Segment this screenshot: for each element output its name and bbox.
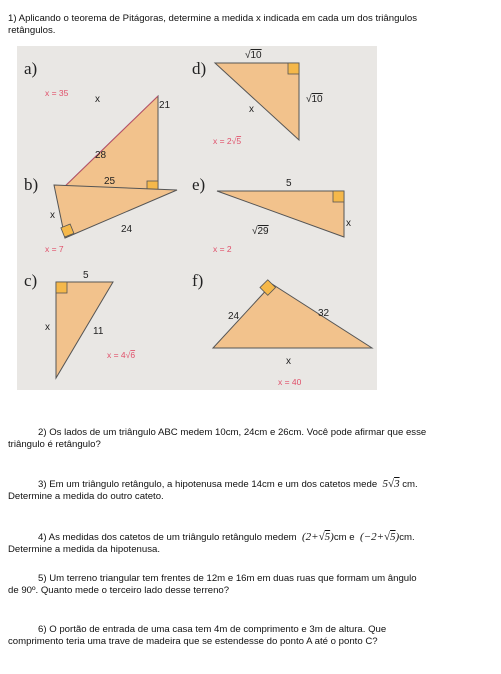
answer-a: x = 35 [45, 88, 69, 98]
question-4-expr2-a: −2+ [363, 531, 384, 543]
right-angle-marker-d [288, 63, 299, 74]
question-1-line-2: retângulos. [8, 25, 56, 36]
question-5-line-1: 5) Um terreno triangular tem frentes de 12m e 16m em duas ruas que formam um ângulo [38, 573, 417, 584]
label-e: e) [192, 175, 206, 194]
question-6-line-2: comprimento teria uma trave de madeira que se estendesse do ponto A até o ponto C? [8, 636, 378, 647]
question-3-line-2: Determine a medida do outro cateto. [8, 491, 164, 502]
answer-d-prefix: x = 2 [213, 136, 232, 146]
question-6 [8, 624, 486, 648]
side-d-hyp: x [249, 104, 254, 115]
side-a-hyp: x [95, 94, 100, 105]
side-e-top: 5 [286, 178, 292, 189]
right-angle-marker-c [56, 282, 67, 293]
answer-c-radicand: 6 [130, 350, 136, 360]
question-2-line-1: 2) Os lados de um triângulo ABC medem 10cm, 24cm e 26cm. Você pode afirmar que esse [38, 427, 427, 438]
question-3 [8, 478, 486, 503]
question-3-coefficient: 5 [382, 478, 389, 490]
side-d-top-radicand: 10 [250, 50, 262, 61]
side-a-horizontal: 28 [95, 150, 107, 161]
answer-c: x = 4√6 [107, 350, 136, 360]
side-b-bottom: 24 [121, 224, 133, 235]
question-5 [8, 573, 486, 597]
question-4-end: cm. [399, 532, 415, 543]
answer-e: x = 2 [213, 244, 232, 254]
question-6-line-1: 6) O portão de entrada de uma casa tem 4m de comprimento e 3m de altura. Que [38, 624, 387, 635]
question-1 [8, 13, 486, 37]
side-b-top: 25 [104, 176, 116, 187]
answer-f: x = 40 [278, 377, 302, 387]
label-a: a) [24, 59, 38, 78]
question-4-mid: cm e [333, 532, 355, 543]
question-3-text: 3) Em um triângulo retângulo, a hipotenusa mede 14cm e um dos catetos mede [38, 479, 378, 490]
side-f-left: 24 [228, 311, 240, 322]
question-4-expr1-a: 2+ [305, 531, 319, 543]
triangles-figure [17, 46, 377, 390]
side-e-hyp: √29 [252, 226, 269, 237]
answer-b: x = 7 [45, 244, 64, 254]
side-f-bottom: x [286, 356, 291, 367]
answer-d-radicand: 5 [236, 136, 242, 146]
label-d: d) [192, 59, 207, 78]
side-f-right: 32 [318, 308, 330, 319]
right-angle-marker-e [333, 191, 344, 202]
question-4-line-2: Determine a medida da hipotenusa. [8, 544, 160, 555]
side-d-top: √10 [245, 50, 262, 61]
question-4-line-1: 4) As medidas dos catetos de um triângulo retângulo medem (2+√5)cm e (−2+√5)cm. [38, 531, 415, 543]
question-4 [8, 531, 486, 556]
question-2 [8, 427, 486, 451]
question-4-text: 4) As medidas dos catetos de um triângulo retângulo medem [38, 532, 297, 543]
label-c: c) [24, 271, 38, 290]
question-4-expr2-radicand: 5 [390, 531, 396, 543]
side-a-vertical: 21 [159, 100, 171, 111]
question-3-line-1: 3) Em um triângulo retângulo, a hipotenusa mede 14cm e um dos catetos mede 5√3 cm. [38, 478, 418, 490]
question-2-line-2: triângulo é retângulo? [8, 439, 101, 450]
side-e-right: x [346, 218, 351, 229]
side-b-left: x [50, 210, 55, 221]
question-5-line-2: de 90º. Quanto mede o terceiro lado desse terreno? [8, 585, 230, 596]
side-e-hyp-radicand: 29 [257, 226, 269, 237]
side-c-hyp: 11 [93, 326, 104, 337]
side-c-top: 5 [83, 270, 89, 281]
answer-c-prefix: x = 4 [107, 350, 126, 360]
question-4-expr1-radicand: 5 [324, 531, 331, 543]
question-3-unit: cm. [402, 479, 418, 490]
side-c-left: x [45, 322, 50, 333]
label-f: f) [192, 271, 204, 290]
answer-d: x = 2√5 [213, 136, 242, 146]
side-d-right-radicand: 10 [311, 94, 323, 105]
side-d-right: √10 [306, 94, 323, 105]
label-b: b) [24, 175, 39, 194]
question-3-radicand: 3 [394, 478, 400, 490]
question-1-line-1: 1) Aplicando o teorema de Pitágoras, determine a medida x indicada em cada um dos triângulos [8, 13, 418, 24]
